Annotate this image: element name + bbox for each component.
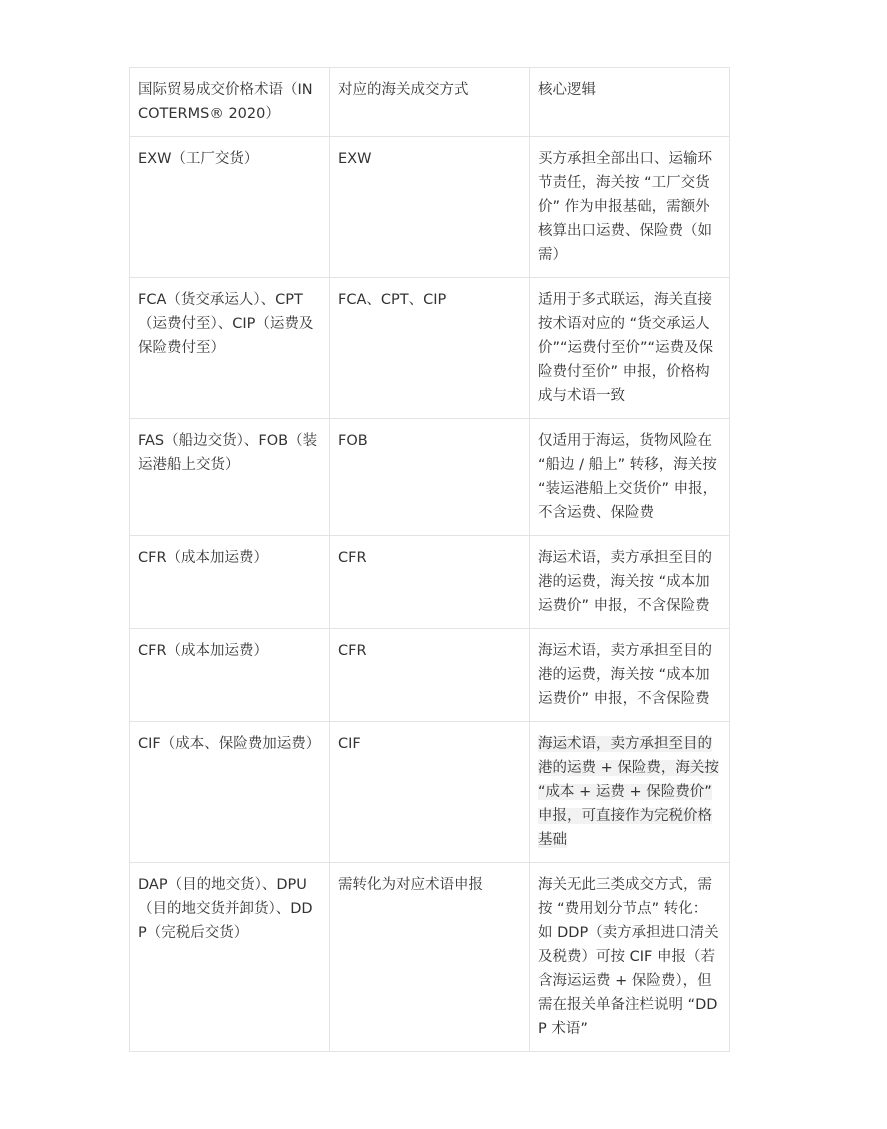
cell-term: CFR（成本加运费） xyxy=(130,536,330,629)
cell-logic: 买方承担全部出口、运输环节责任，海关按 “工厂交货价” 作为申报基础，需额外核算出口运费、保险费（如需） xyxy=(530,137,730,278)
table-row xyxy=(130,863,730,1052)
table-row xyxy=(130,419,730,536)
cell-customs-mode: CIF xyxy=(330,722,530,863)
table-header-row xyxy=(130,68,730,137)
cell-customs-mode: CFR xyxy=(330,536,530,629)
cell-term: EXW（工厂交货） xyxy=(130,137,330,278)
cell-logic xyxy=(530,722,730,863)
cell-customs-mode: FOB xyxy=(330,419,530,536)
cell-logic: 海关无此三类成交方式，需按 “费用划分节点” 转化：如 DDP（卖方承担进口清关及税费）可按 CIF 申报（若含海运运费 + 保险费），但需在报关单备注栏说明 “DDP 术语” xyxy=(530,863,730,1052)
cell-logic: 适用于多式联运，海关直接按术语对应的 “货交承运人价”“运费付至价”“运费及保险费付至价” 申报，价格构成与术语一致 xyxy=(530,278,730,419)
cell-logic: 海运术语，卖方承担至目的港的运费，海关按 “成本加运费价” 申报，不含保险费 xyxy=(530,629,730,722)
cell-customs-mode: 需转化为对应术语申报 xyxy=(330,863,530,1052)
table-row xyxy=(130,629,730,722)
table-row xyxy=(130,278,730,419)
cell-customs-mode: FCA、CPT、CIP xyxy=(330,278,530,419)
header-cell-core-logic: 核心逻辑 xyxy=(530,68,730,137)
table-row xyxy=(130,536,730,629)
cell-logic: 海运术语，卖方承担至目的港的运费，海关按 “成本加运费价” 申报，不含保险费 xyxy=(530,536,730,629)
cell-term: FCA（货交承运人）、CPT（运费付至）、CIP（运费及保险费付至） xyxy=(130,278,330,419)
cell-term: CFR（成本加运费） xyxy=(130,629,330,722)
table-row xyxy=(130,137,730,278)
cell-logic: 仅适用于海运，货物风险在 “船边 / 船上” 转移，海关按 “装运港船上交货价” 申报，不含运费、保险费 xyxy=(530,419,730,536)
highlighted-text: 海运术语，卖方承担至目的港的运费 + 保险费，海关按 “成本 + 运费 + 保险费价” 申报，可直接作为完税价格基础 xyxy=(538,736,719,848)
header-cell-incoterms: 国际贸易成交价格术语（INCOTERMS® 2020） xyxy=(130,68,330,137)
cell-term: FAS（船边交货）、FOB（装运港船上交货） xyxy=(130,419,330,536)
table-row xyxy=(130,722,730,863)
header-cell-customs-mode: 对应的海关成交方式 xyxy=(330,68,530,137)
cell-term: CIF（成本、保险费加运费） xyxy=(130,722,330,863)
cell-term: DAP（目的地交货）、DPU（目的地交货并卸货）、DDP（完税后交货） xyxy=(130,863,330,1052)
cell-customs-mode: EXW xyxy=(330,137,530,278)
incoterms-table xyxy=(129,67,730,1052)
cell-customs-mode: CFR xyxy=(330,629,530,722)
